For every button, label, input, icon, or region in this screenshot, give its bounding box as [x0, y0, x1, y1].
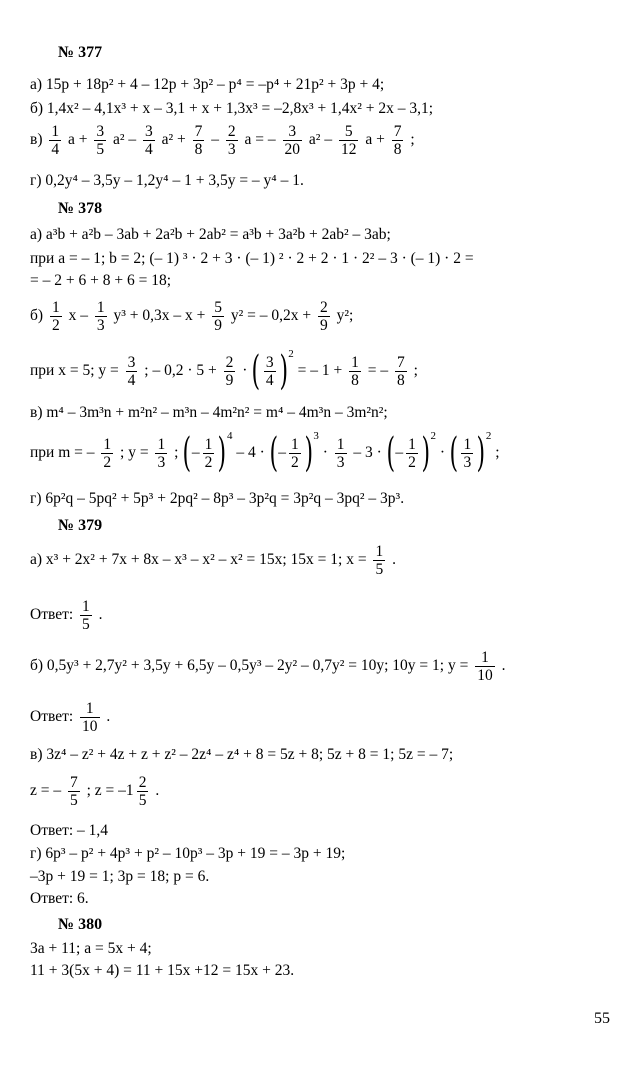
problem-377-g: г) 0,2y⁴ – 3,5y – 1,2y⁴ – 1 + 3,5y = – y⁴ – 1. — [30, 172, 304, 189]
problem-379-heading: № 379 — [58, 517, 103, 534]
fraction: $\frac{7}{5}$ — [70, 773, 78, 809]
problem-378-heading: № 378 — [58, 200, 103, 217]
fraction: $\frac{3}{5}$ — [96, 122, 105, 158]
problem-378-v-evaluation: при m = – $\frac{1}{2}$ ; y = $\frac{1}{3}$ ; (– $\frac{1}{2}$ )$^4$ – 4 · (– $\frac{1}{2}$ )$^3$ · $\frac{1}{3}$ – 3 · (– $\frac{1}{2}$ )$^2$ · ( $\frac{1}{3}$ )$^2$ ; — [30, 430, 500, 477]
problem-379-answer-v: Ответ: – 1,4 — [30, 822, 109, 839]
problem-379-b: б) 0,5y³ + 2,7y² + 3,5y + 6,5y – 0,5y³ – 2y² – 0,7y² = 10y; 10y = 1; y = $\frac{1}{10}$ . — [30, 648, 506, 684]
problem-379-g-line2: –3p + 19 = 1; 3p = 18; p = 6. — [30, 868, 210, 885]
fraction: $\frac{1}{2}$ — [51, 298, 60, 334]
fraction: $\frac{3}{4}$ — [145, 122, 153, 158]
fraction: $\frac{1}{3}$ — [157, 435, 166, 471]
page-number: 55 — [594, 1010, 610, 1027]
problem-378-a: а) a³b + a²b – 3ab + 2a²b + 2ab² = a³b + 3a²b + 2ab² – 3ab; — [30, 226, 391, 243]
fraction: $\frac{1}{2}$ — [103, 435, 112, 471]
fraction: $\frac{1}{10}$ — [477, 648, 493, 684]
fraction: $\frac{1}{5}$ — [82, 597, 90, 633]
problem-378-a-line2: при a = – 1; b = 2; (– 1) ³ · 2 + 3 · (– 1) ² · 2 + 2 · 1 · 2² – 3 · (– 1) · 2 = — [30, 250, 474, 267]
problem-378-v: в) m⁴ – 3m³n + m²n² – m³n – 4m²n² = m⁴ – 4m³n – 3m²n²; — [30, 404, 388, 421]
fraction: $\frac{1}{3}$ — [336, 435, 345, 471]
problem-379-v-solution: z = – $\frac{7}{5}$ ; z = –1 $\frac{2}{5}$ . — [30, 773, 160, 809]
fraction: $\frac{2}{9}$ — [319, 298, 328, 334]
fraction: $\frac{3}{20}$ — [284, 122, 301, 158]
problem-379-g: г) 6p³ – p² + 4p³ + p² – 10p³ – 3p + 19 = – 3p + 19; — [30, 845, 346, 862]
fraction: $\frac{1}{2}$ — [291, 435, 299, 471]
problem-378-b: б) $\frac{1}{2}$ x – $\frac{1}{3}$ y³ + 0,3x – x + $\frac{5}{9}$ y² = – 0,2x + $\frac{2}{9}$ y²; — [30, 298, 354, 334]
problem-380-line2: 11 + 3(5x + 4) = 11 + 15x +12 = 15x + 23. — [30, 962, 295, 979]
fraction: $\frac{1}{4}$ — [51, 122, 60, 158]
problem-378-a-line3: = – 2 + 6 + 8 + 6 = 18; — [30, 272, 172, 289]
problem-379-answer-g: Ответ: 6. — [30, 890, 89, 907]
fraction: $\frac{1}{2}$ — [408, 435, 416, 471]
fraction: $\frac{1}{2}$ — [204, 435, 213, 471]
problem-379-answer-b: Ответ: $\frac{1}{10}$ . — [30, 699, 111, 735]
fraction: $\frac{2}{9}$ — [225, 353, 234, 389]
fraction: $\frac{1}{5}$ — [375, 542, 384, 578]
fraction: $\frac{3}{4}$ — [265, 353, 274, 389]
problem-378-g: г) 6p²q – 5pq² + 5p³ + 2pq² – 8p³ – 3p²q = 3p²q – 3pq² – 3p³. — [30, 490, 405, 507]
problem-377-b: б) 1,4x² – 4,1x³ + x – 3,1 + x + 1,3x³ = –2,8x³ + 1,4x² + 2x – 3,1; — [30, 100, 434, 117]
fraction: $\frac{5}{12}$ — [340, 122, 357, 158]
fraction: $\frac{7}{8}$ — [393, 122, 402, 158]
problem-380-line1: 3a + 11; a = 5x + 4; — [30, 940, 152, 957]
problem-377-a: а) 15p + 18p² + 4 – 12p + 3p² – p⁴ = –p⁴ + 21p² + 3p + 4; — [30, 76, 385, 93]
problem-378-b-evaluation: при x = 5; y = $\frac{3}{4}$ ; – 0,2 · 5 + $\frac{2}{9}$ · ( $\frac{3}{4}$ )$^2$ = – 1 + $\frac{1}{8}$ = – $\frac{7}{8}$ ; — [30, 348, 418, 395]
problem-379-a: а) x³ + 2x² + 7x + 8x – x³ – x² – x² = 15x; 15x = 1; x = $\frac{1}{5}$ . — [30, 542, 396, 578]
fraction: $\frac{3}{4}$ — [127, 353, 136, 389]
fraction: $\frac{1}{8}$ — [351, 353, 359, 389]
fraction: $\frac{2}{3}$ — [227, 122, 236, 158]
fraction: $\frac{1}{10}$ — [82, 699, 98, 735]
problem-377-v: в) $\frac{1}{4}$ a + $\frac{3}{5}$ a² – $\frac{3}{4}$ a² + $\frac{7}{8}$ – $\frac{2}{3}$ a = – $\frac{3}{20}$ a² – $\frac{5}{12}$ a + $\frac{7}{8}$ ; — [30, 122, 415, 158]
fraction: $\frac{5}{9}$ — [214, 298, 222, 334]
fraction: $\frac{7}{8}$ — [194, 122, 203, 158]
problem-379-answer-a: Ответ: $\frac{1}{5}$ . — [30, 597, 103, 633]
problem-380-heading: № 380 — [58, 916, 103, 933]
problem-377-heading: № 377 — [58, 44, 103, 61]
fraction: $\frac{1}{3}$ — [463, 435, 472, 471]
problem-379-v: в) 3z⁴ – z² + 4z + z + z² – 2z⁴ – z⁴ + 8 = 5z + 8; 5z + 8 = 1; 5z = – 7; — [30, 746, 454, 763]
fraction: $\frac{1}{3}$ — [96, 298, 105, 334]
fraction: $\frac{2}{5}$ — [138, 773, 147, 809]
fraction: $\frac{7}{8}$ — [396, 353, 405, 389]
item-label: в) — [30, 131, 43, 148]
